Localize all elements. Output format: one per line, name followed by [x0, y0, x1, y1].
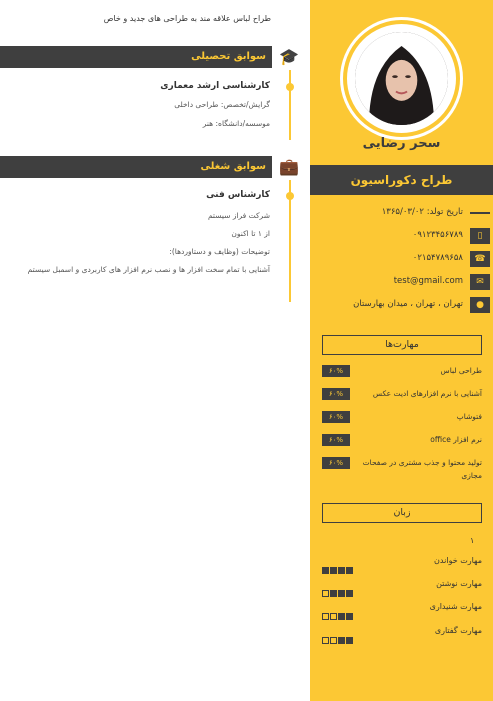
- work-description: آشنایی با تمام سخت افزار ها و نصب نرم افزار های کاربردی و اسمبل سیستم: [27, 265, 270, 274]
- phone-icon: ☎: [470, 251, 490, 267]
- rating-dot: [330, 567, 337, 574]
- skill-name: تولید محتوا و جذب مشتری در صفحات مجازی: [362, 458, 482, 480]
- work-heading: سوابق شغلی: [0, 156, 272, 178]
- mobile-icon: ▯: [470, 228, 490, 244]
- work-period: از ۱ تا اکنون: [231, 229, 270, 238]
- briefcase-icon: 💼: [279, 157, 299, 176]
- rating-dot: [338, 613, 345, 620]
- rating-dot: [338, 637, 345, 644]
- rating-dot: [346, 567, 353, 574]
- graduation-cap-icon: 🎓: [279, 47, 299, 66]
- contact-email: [310, 272, 493, 294]
- contact-birthdate: [310, 203, 493, 225]
- intro-text: طراح لباس علاقه مند به طراحی های جدید و خاص: [103, 14, 271, 23]
- education-major: گرایش/تخصص: طراحی داخلی: [174, 100, 270, 109]
- education-degree: کارشناسی ارشد معماری: [160, 81, 270, 91]
- rating-dot: [322, 567, 329, 574]
- timeline-dot: [286, 83, 294, 91]
- skill-level: ۶۰%: [322, 434, 350, 446]
- languages-heading: زبان: [322, 503, 482, 523]
- contact-address-text: تهران ، تهران ، میدان بهارستان: [353, 299, 463, 309]
- rating-dot: [346, 637, 353, 644]
- work-position: کارشناس فنی: [206, 190, 270, 200]
- email-icon: ✉: [470, 274, 490, 290]
- calendar-icon: [470, 205, 490, 221]
- timeline-dot: [286, 192, 294, 200]
- rating-dot: [338, 567, 345, 574]
- work-description-label: توضیحات (وظایف و دستاوردها):: [169, 247, 270, 256]
- contact-phone: [310, 249, 493, 271]
- language-skill: [322, 556, 482, 570]
- contact-mobile: [310, 226, 493, 248]
- contact-email-text: test@gmail.com: [393, 276, 463, 286]
- skill-name: فتوشاپ: [456, 412, 482, 421]
- language-name: ۱: [470, 536, 475, 545]
- education-timeline: [289, 70, 291, 140]
- language-skill-name: مهارت خواندن: [434, 556, 482, 565]
- language-skill: [322, 602, 482, 616]
- skill-name: نرم افزار office: [430, 435, 482, 444]
- education-heading: سوابق تحصیلی: [0, 46, 272, 68]
- rating-dot: [346, 590, 353, 597]
- profile-name: سحر رضایی: [362, 136, 441, 151]
- rating-dot-empty: [330, 637, 337, 644]
- contact-mobile-text: ۰۹۱۲۳۴۵۶۷۸۹: [412, 230, 463, 240]
- job-title: طراح دکوراسیون: [310, 165, 493, 195]
- rating-dot-empty: [322, 637, 329, 644]
- rating-dot-empty: [322, 613, 329, 620]
- skill-level: ۶۰%: [322, 365, 350, 377]
- skill-name: طراحی لباس: [440, 366, 482, 375]
- profile-photo-icon: [355, 32, 448, 125]
- language-skill: [322, 579, 482, 593]
- rating-dot: [346, 613, 353, 620]
- language-skill-rating: [322, 582, 354, 590]
- skill-level: ۶۰%: [322, 411, 350, 423]
- skill-level: ۶۰%: [322, 457, 350, 469]
- language-skill-name: مهارت شنیداری: [429, 602, 482, 611]
- skill-level: ۶۰%: [322, 388, 350, 400]
- rating-dot: [330, 590, 337, 597]
- language-skill-name: مهارت گفتاری: [434, 626, 482, 635]
- rating-dot-empty: [330, 613, 337, 620]
- work-company: شرکت فراز سیستم: [207, 211, 270, 220]
- language-skill-rating: [322, 559, 354, 567]
- education-institute: موسسه/دانشگاه: هنر: [202, 119, 270, 128]
- skills-heading: مهارت‌ها: [322, 335, 482, 355]
- contact-address: [310, 295, 493, 317]
- language-skill-rating: [322, 629, 354, 637]
- contact-birthdate-text: تاریخ تولد: ۱۳۶۵/۰۳/۰۲: [381, 207, 463, 217]
- skill-name: آشنایی با نرم افزارهای ادیت عکس: [372, 389, 482, 398]
- language-skill: [322, 626, 482, 640]
- rating-dot-empty: [322, 590, 329, 597]
- contact-phone-text: ۰۲۱۵۴۷۸۹۶۵۸: [412, 253, 463, 263]
- rating-dot: [338, 590, 345, 597]
- avatar: [343, 20, 460, 137]
- language-skill-name: مهارت نوشتن: [436, 579, 482, 588]
- language-skill-rating: [322, 605, 354, 613]
- location-icon: ●: [470, 297, 490, 313]
- profile-photo: [355, 32, 448, 125]
